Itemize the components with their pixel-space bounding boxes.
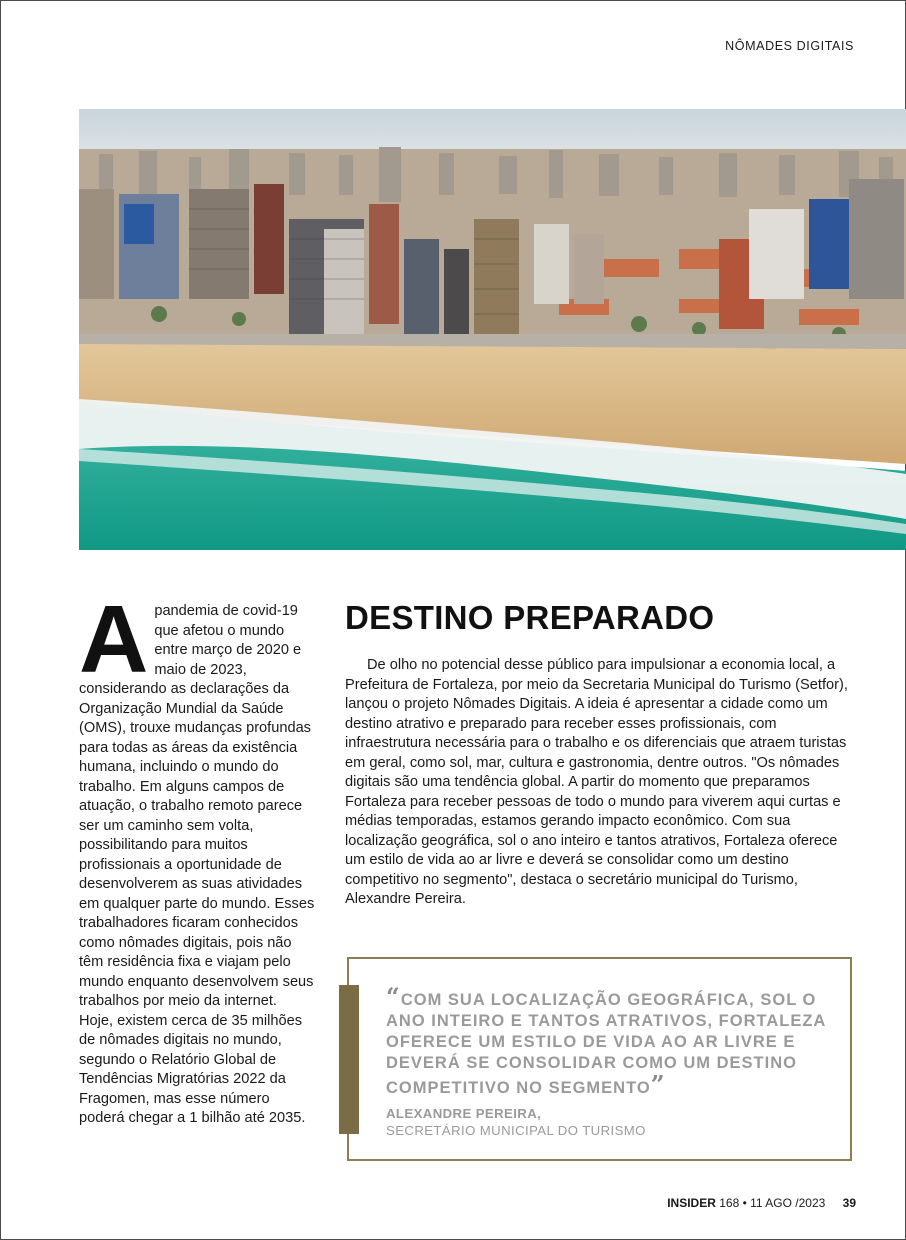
issue-info: 168 • 11 AGO /2023	[719, 1196, 826, 1210]
pullquote-author-name: ALEXANDRE PEREIRA,	[386, 1106, 542, 1121]
pullquote-text	[386, 982, 826, 1099]
article-headline: DESTINO PREPARADO	[345, 599, 715, 636]
intro-paragraph	[79, 586, 315, 1129]
close-quote-mark: ”	[650, 1070, 666, 1099]
pullquote-accent-bar	[339, 985, 359, 1134]
article-column	[345, 598, 855, 910]
page-number: 39	[842, 1196, 856, 1210]
magazine-brand: INSIDER	[667, 1196, 716, 1210]
page-footer	[667, 1196, 856, 1210]
article-body: De olho no potencial desse público para impulsionar a economia local, a Prefeitura de Fortaleza, por meio da Secretaria Municipal do Turismo (Setfor), lançou o projeto Nômades Digitais. A ideia é apresentar a cidade como um destino atrativo e preparado para receber esses profissionais, com infraestrutura necessária para o trabalho e os diferenciais que atraem turistas em geral, como sol, mar, cultura e gastronomia, dentre outros. "Os nômades digitais são uma tendência global. A partir do momento que preparamos Fortaleza para receber pessoas de todo o mundo para viverem aqui curtas e médias temporadas, estamos gerando impacto econômico. Com sua localização geográfica, sol o ano inteiro e tantos atrativos, Fortaleza oferece um estilo de vida ao ar livre e deverá se consolidar como um destino competitivo no segmento", destaca o secretário municipal do Turismo, Alexandre Pereira.	[345, 657, 848, 907]
pullquote-attribution	[386, 1105, 646, 1139]
drop-cap: A	[79, 586, 149, 693]
pullquote-author-role: SECRETÁRIO MUNICIPAL DO TURISMO	[386, 1123, 646, 1138]
intro-text: pandemia de covid-19 que afetou o mundo entre março de 2020 e maio de 2023, considerando as declarações da Organização Mundial da Saúde (OMS), trouxe mudanças profundas para todas as áreas da existência humana, incluindo o mundo do trabalho. Em alguns campos de atuação, o trabalho remoto parece ser um caminho sem volta, possibilitando para muitos profissionais a oportunidade de desenvolverem as suas atividades em qualquer parte do mundo. Esses trabalhadores ficaram conhecidos como nômades digitais, pois não têm residência fixa e viajam pelo mundo enquanto desenvolvem seus trabalhos por meio da internet. Hoje, existem cerca de 35 milhões de nômades digitais no mundo, segundo o Relatório Global de Tendências Migratórias 2022 da Fragomen, mas esse número poderá chegar a 1 bilhão até 2035.	[79, 603, 315, 1126]
pullquote-body: COM SUA LOCALIZAÇÃO GEOGRÁFICA, SOL O ANO INTEIRO E TANTOS ATRATIVOS, FORTALEZA OFERECE UM ESTILO DE VIDA AO AR LIVRE E DEVERÁ SE CONSOLIDAR COMO UM DESTINO COMPETITIVO NO SEGMENTO	[386, 991, 826, 1097]
section-label: NÔMADES DIGITAIS	[725, 39, 854, 53]
open-quote-mark: “	[386, 982, 401, 1011]
beach-city-aerial-illustration	[79, 109, 906, 550]
hero-image	[79, 109, 906, 550]
